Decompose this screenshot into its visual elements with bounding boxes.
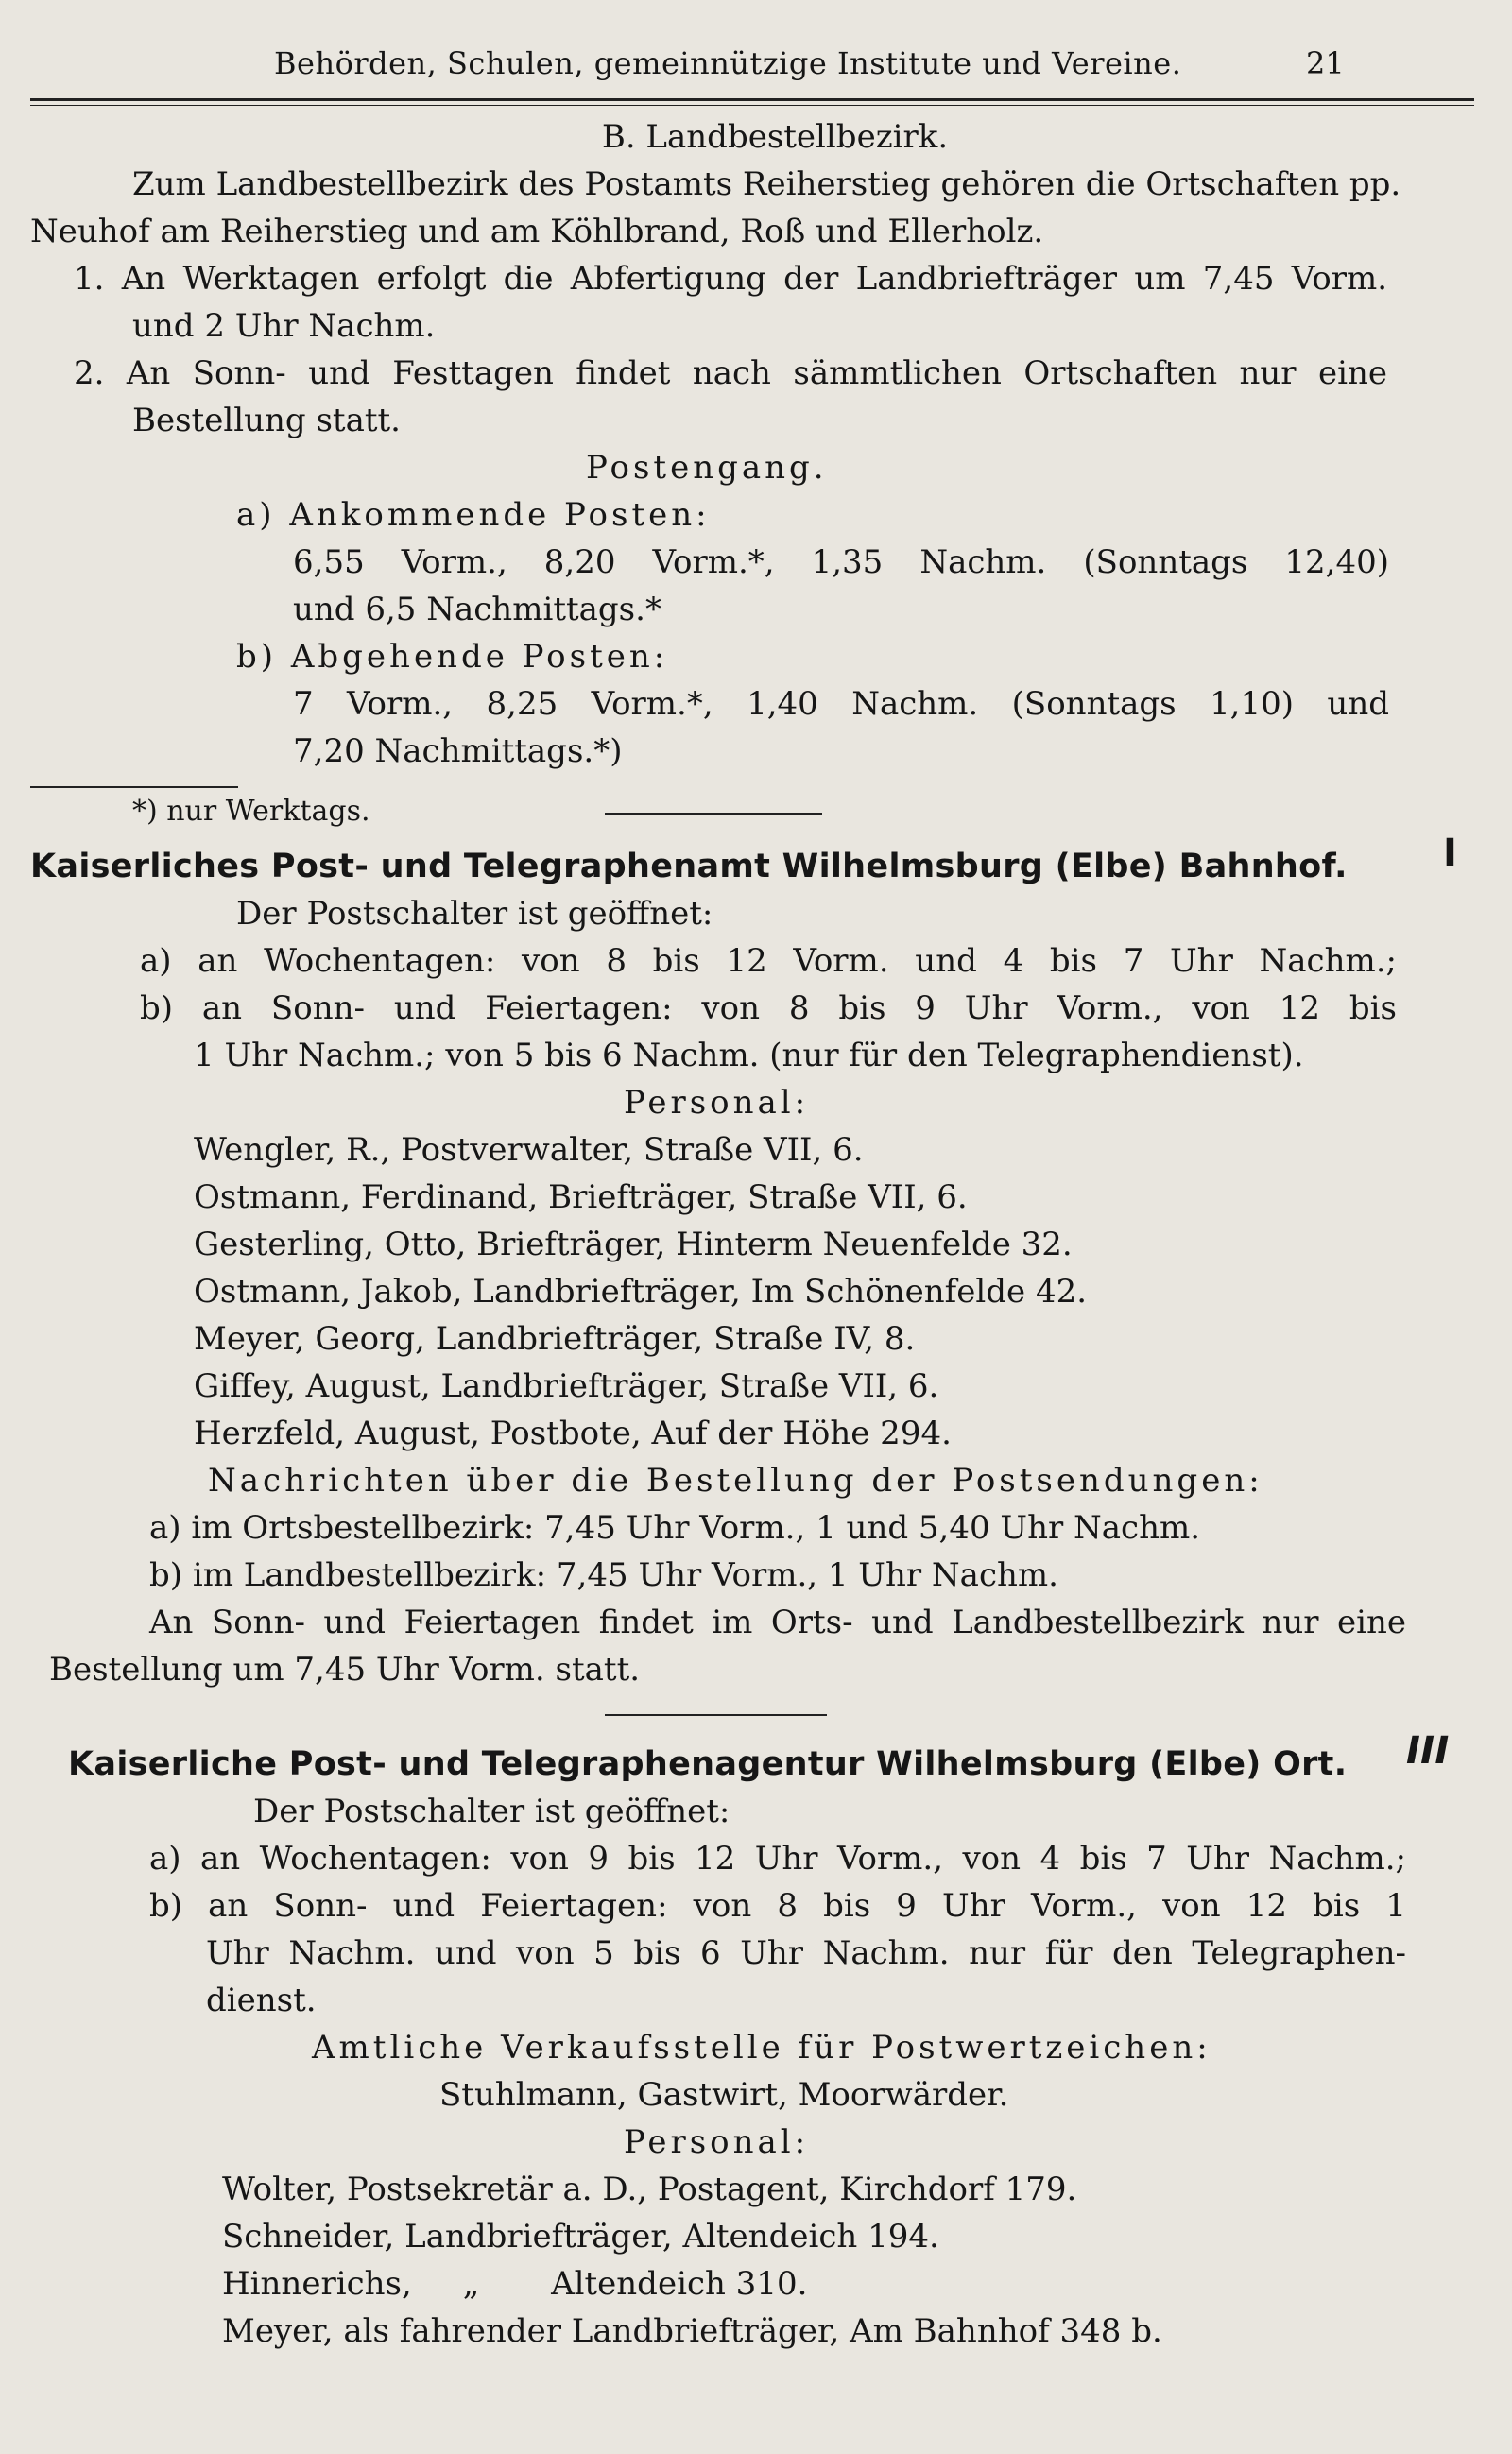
ort-schalter-b-line2: Uhr Nachm. und von 5 bis 6 Uhr Nachm. nur für den Telegraphen- bbox=[206, 1934, 1406, 1972]
arrivals-line1: 6,55 Vorm., 8,20 Vorm.*, 1,35 Nachm. (Sonntags 12,40) bbox=[293, 543, 1389, 581]
personal-entry: Gesterling, Otto, Briefträger, Hinterm Neuenfelde 32. bbox=[194, 1226, 1073, 1263]
handwritten-mark-i: I bbox=[1443, 832, 1458, 875]
departures-line1: 7 Vorm., 8,25 Vorm.*, 1,40 Nachm. (Sonntags 1,10) und bbox=[293, 685, 1389, 723]
section-b-item1-line1: 1. An Werktagen erfolgt die Abfertigung der Landbriefträger um 7,45 Vorm. bbox=[74, 260, 1387, 298]
arrivals-line2: und 6,5 Nachmittags.* bbox=[293, 591, 662, 628]
ort-schalter-title: Der Postschalter ist geöffnet: bbox=[253, 1793, 730, 1830]
header-rule bbox=[30, 98, 1474, 106]
section-b-intro-line2: Neuhof am Reiherstieg und am Köhlbrand, Roß und Ellerholz. bbox=[30, 213, 1044, 250]
nachrichten-b: b) im Landbestellbezirk: 7,45 Uhr Vorm., 1 Uhr Nachm. bbox=[149, 1556, 1058, 1594]
section-b-title: B. Landbestellbezirk. bbox=[601, 118, 949, 156]
personal-entry: Ostmann, Jakob, Landbriefträger, Im Schönenfelde 42. bbox=[194, 1273, 1088, 1311]
bahnhof-title-text: Kaiserliches Post- und Telegraphenamt Wilhelmsburg (Elbe) Bahnhof. bbox=[30, 848, 1348, 885]
personal-entry: Meyer, Georg, Landbriefträger, Straße IV, 8. bbox=[194, 1320, 916, 1358]
ort-schalter-b-line1: b) an Sonn- und Feiertagen: von 8 bis 9 Uhr Vorm., von 12 bis 1 bbox=[149, 1887, 1406, 1925]
bahnhof-schalter-a: a) an Wochentagen: von 8 bis 12 Vorm. und 4 bis 7 Uhr Nachm.; bbox=[140, 942, 1397, 980]
page-header bbox=[0, 38, 1512, 94]
section-b-item1-line2: und 2 Uhr Nachm. bbox=[132, 307, 436, 345]
footnote-block bbox=[0, 775, 1512, 833]
personal-entry: Schneider, Landbriefträger, Altendeich 194. bbox=[222, 2218, 939, 2256]
departures-line2: 7,20 Nachmittags.*) bbox=[293, 732, 623, 770]
personal-entry: Wolter, Postsekretär a. D., Postagent, Kirchdorf 179. bbox=[222, 2171, 1077, 2208]
handwritten-mark-iii: III bbox=[1406, 1729, 1450, 1773]
nachrichten-title: Nachrichten über die Bestellung der Postsendungen: bbox=[208, 1462, 1263, 1500]
personal-entry: Hinnerichs, „ Altendeich 310. bbox=[222, 2265, 808, 2303]
bahnhof-schalter-b-line2: 1 Uhr Nachm.; von 5 bis 6 Nachm. (nur für den Telegraphendienst). bbox=[194, 1037, 1304, 1074]
departures-title: b) Abgehende Posten: bbox=[236, 638, 669, 676]
footnote-text: *) nur Werktags. bbox=[132, 795, 370, 828]
personal-entry: Giffey, August, Landbriefträger, Straße VII, 6. bbox=[194, 1367, 939, 1405]
arrivals-title: a) Ankommende Posten: bbox=[236, 496, 711, 534]
sonntag-line2: Bestellung um 7,45 Uhr Vorm. statt. bbox=[49, 1651, 641, 1689]
verkauf-title: Amtliche Verkaufsstelle für Postwertzeichen: bbox=[312, 2029, 1211, 2067]
postengang-title: Postengang. bbox=[586, 449, 828, 487]
nachrichten-a: a) im Ortsbestellbezirk: 7,45 Uhr Vorm., 1 und 5,40 Uhr Nachm. bbox=[149, 1509, 1201, 1547]
ort-schalter-b-line3: dienst. bbox=[206, 1982, 317, 2019]
ort-title bbox=[68, 1729, 1512, 1788]
ort-personal-title: Personal: bbox=[624, 2123, 810, 2161]
personal-entry: Wengler, R., Postverwalter, Straße VII, 6. bbox=[194, 1131, 864, 1169]
bahnhof-title bbox=[30, 832, 1512, 890]
bahnhof-schalter-title: Der Postschalter ist geöffnet: bbox=[236, 895, 713, 933]
page-number: 21 bbox=[1306, 45, 1345, 81]
ort-schalter-a: a) an Wochentagen: von 9 bis 12 Uhr Vorm., von 4 bis 7 Uhr Nachm.; bbox=[149, 1840, 1406, 1878]
verkauf-name: Stuhlmann, Gastwirt, Moorwärder. bbox=[439, 2076, 1009, 2114]
running-title: Behörden, Schulen, gemeinnützige Institute und Vereine. bbox=[274, 45, 1182, 81]
section-b-intro-line1: Zum Landbestellbezirk des Postamts Reiherstieg gehören die Ortschaften pp. bbox=[132, 165, 1401, 203]
personal-entry: Ostmann, Ferdinand, Briefträger, Straße VII, 6. bbox=[194, 1178, 968, 1216]
bahnhof-schalter-b-line1: b) an Sonn- und Feiertagen: von 8 bis 9 Uhr Vorm., von 12 bis bbox=[140, 989, 1397, 1027]
page-content bbox=[0, 113, 1512, 2355]
bahnhof-personal-title: Personal: bbox=[624, 1084, 810, 1122]
ort-title-text: Kaiserliche Post- und Telegraphenagentur Wilhelmsburg (Elbe) Ort. bbox=[68, 1745, 1348, 1783]
personal-entry: Herzfeld, August, Postbote, Auf der Höhe 294. bbox=[194, 1415, 952, 1452]
section-b-item2-line2: Bestellung statt. bbox=[132, 402, 401, 439]
sonntag-line1: An Sonn- und Feiertagen findet im Orts- und Landbestellbezirk nur eine bbox=[149, 1604, 1406, 1641]
divider-block bbox=[0, 1693, 1512, 1731]
section-b-item2-line1: 2. An Sonn- und Festtagen findet nach sämmtlichen Ortschaften nur eine bbox=[74, 354, 1387, 392]
section-divider bbox=[605, 1714, 827, 1716]
section-divider bbox=[605, 813, 822, 815]
personal-entry: Meyer, als fahrender Landbriefträger, Am Bahnhof 348 b. bbox=[222, 2312, 1162, 2350]
